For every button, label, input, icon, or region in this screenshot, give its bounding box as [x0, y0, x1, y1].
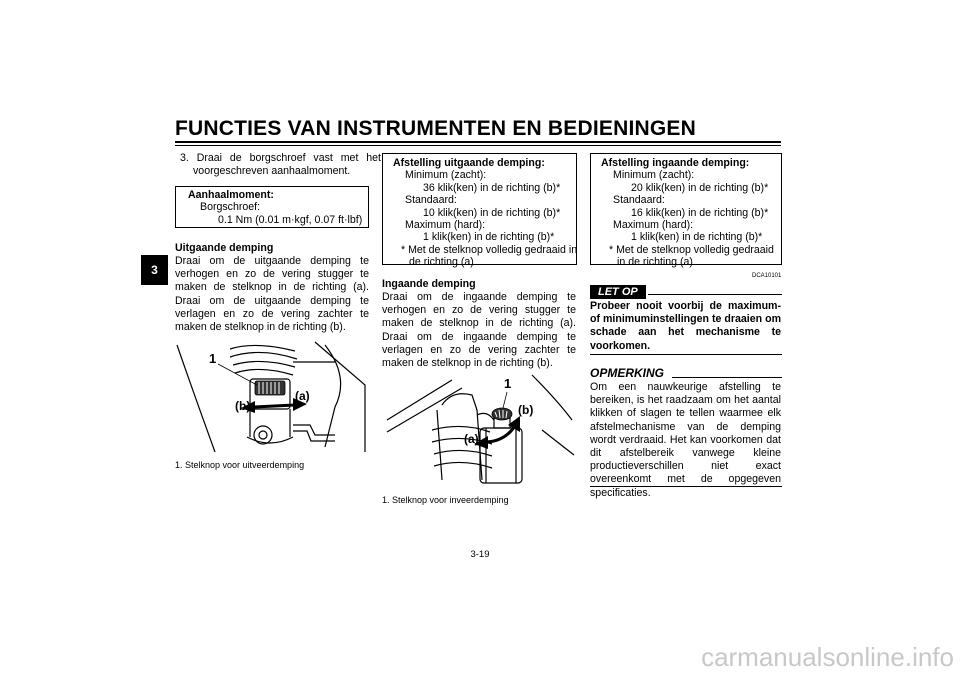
rebound-spec-std-value: 10 klik(ken) in de richting (b)* — [423, 206, 561, 219]
compression-spec-min-label: Minimum (zacht): — [613, 169, 695, 182]
caution-text: Probeer nooit voorbij de maximum- of minimuminstellingen te draaien om schade aan het mechanisme te voorkomen. — [590, 300, 781, 352]
figure-label-a: (a) — [464, 432, 479, 446]
rebound-heading: Uitgaande demping — [175, 242, 274, 254]
compression-spec-min-value: 20 klik(ken) in de richting (b)* — [631, 181, 769, 194]
compression-figure-caption: 1. Stelknop voor inveerdemping — [382, 495, 509, 505]
compression-heading: Ingaande demping — [382, 278, 476, 290]
caution-end-rule — [590, 354, 782, 355]
compression-spec-title: Afstelling ingaande demping: — [601, 157, 750, 169]
rebound-spec-min-label: Minimum (zacht): — [405, 169, 487, 182]
page-number: 3-19 — [470, 549, 490, 560]
torque-spec-title: Aanhaalmoment: — [188, 189, 274, 201]
figure-label-b: (b) — [518, 403, 534, 417]
compression-spec-box — [590, 153, 782, 269]
rebound-spec-std-label: Standaard: — [405, 194, 457, 207]
note-text: Om een nauwkeurige afstelling te bereiken, is het raadzaam om het aantal klikken of slagen te tellen waarmee elk afstelmechanisme van de demping wordt verdraaid. Het kan voorkomen dat dit afstelbereik vanwege kleine productieverschillen niet exact overeenkomt met de opgegeven specificaties. — [590, 381, 781, 499]
torque-spec-box — [175, 186, 369, 228]
compression-body: Draai om de ingaande demping te verhogen en zo de vering stugger te maken de stelknop in de richting (a). Draai om de ingaande demping te verlagen en zo de vering zachter te maken de stelknop in de richting (b). — [382, 291, 576, 370]
chapter-tab: 3 — [141, 255, 168, 285]
rebound-figure — [175, 337, 369, 455]
torque-spec-item: Borgschroef: — [200, 201, 261, 214]
rebound-spec-max-label: Maximum (hard): — [405, 219, 486, 232]
rebound-body: Draai om de uitgaande demping te verhogen en zo de vering stugger te maken de stelknop in de richting (a). Draai om de uitgaande demping te verlagen en zo de vering zachter te maken de stelknop in de richting (b). — [175, 255, 369, 334]
header-rule — [175, 141, 781, 143]
caution-label: LET OP — [590, 285, 646, 299]
compression-spec-max-value: 1 klik(ken) in de richting (b)* — [631, 231, 763, 244]
step-3-text: 3. Draai de borgschroef vast met het voorgeschreven aanhaalmoment. — [180, 152, 381, 178]
rebound-spec-note: * Met de stelknop volledig gedraaid in de richting (a) — [401, 243, 578, 269]
torque-spec-value: 0.1 Nm (0.01 m·kgf, 0.07 ft·lbf) — [218, 213, 363, 226]
note-label: OPMERKING — [590, 366, 665, 380]
compression-spec-note: * Met de stelknop volledig gedraaid in de richting (a) — [609, 243, 774, 269]
rebound-adjuster-illustration — [175, 337, 369, 455]
compression-adjuster-illustration — [382, 370, 576, 490]
rebound-figure-caption: 1. Stelknop voor uitveerdemping — [175, 460, 305, 470]
note-end-rule — [590, 486, 782, 487]
rebound-spec-title: Afstelling uitgaande demping: — [393, 157, 545, 169]
page-title: FUNCTIES VAN INSTRUMENTEN EN BEDIENINGEN — [175, 117, 696, 140]
compression-spec-max-label: Maximum (hard): — [613, 219, 694, 232]
rebound-spec-max-value: 1 klik(ken) in de richting (b)* — [423, 231, 555, 244]
rebound-spec-min-value: 36 klik(ken) in de richting (b)* — [423, 181, 561, 194]
compression-spec-std-label: Standaard: — [613, 194, 665, 207]
header-rule-thin — [175, 145, 781, 146]
note-rule — [672, 377, 782, 378]
rebound-spec-box — [382, 153, 578, 269]
figure-label-1: 1 — [209, 351, 217, 366]
figure-label-a: (a) — [295, 389, 310, 403]
compression-figure — [382, 370, 576, 490]
figure-label-1: 1 — [504, 376, 512, 391]
watermark: carmanualsonline.info — [701, 642, 954, 672]
caution-rule — [648, 294, 782, 295]
warning-code: DCA10101 — [752, 273, 782, 279]
figure-label-b: (b) — [235, 399, 251, 413]
compression-spec-std-value: 16 klik(ken) in de richting (b)* — [631, 206, 769, 219]
caution-header — [590, 282, 782, 300]
